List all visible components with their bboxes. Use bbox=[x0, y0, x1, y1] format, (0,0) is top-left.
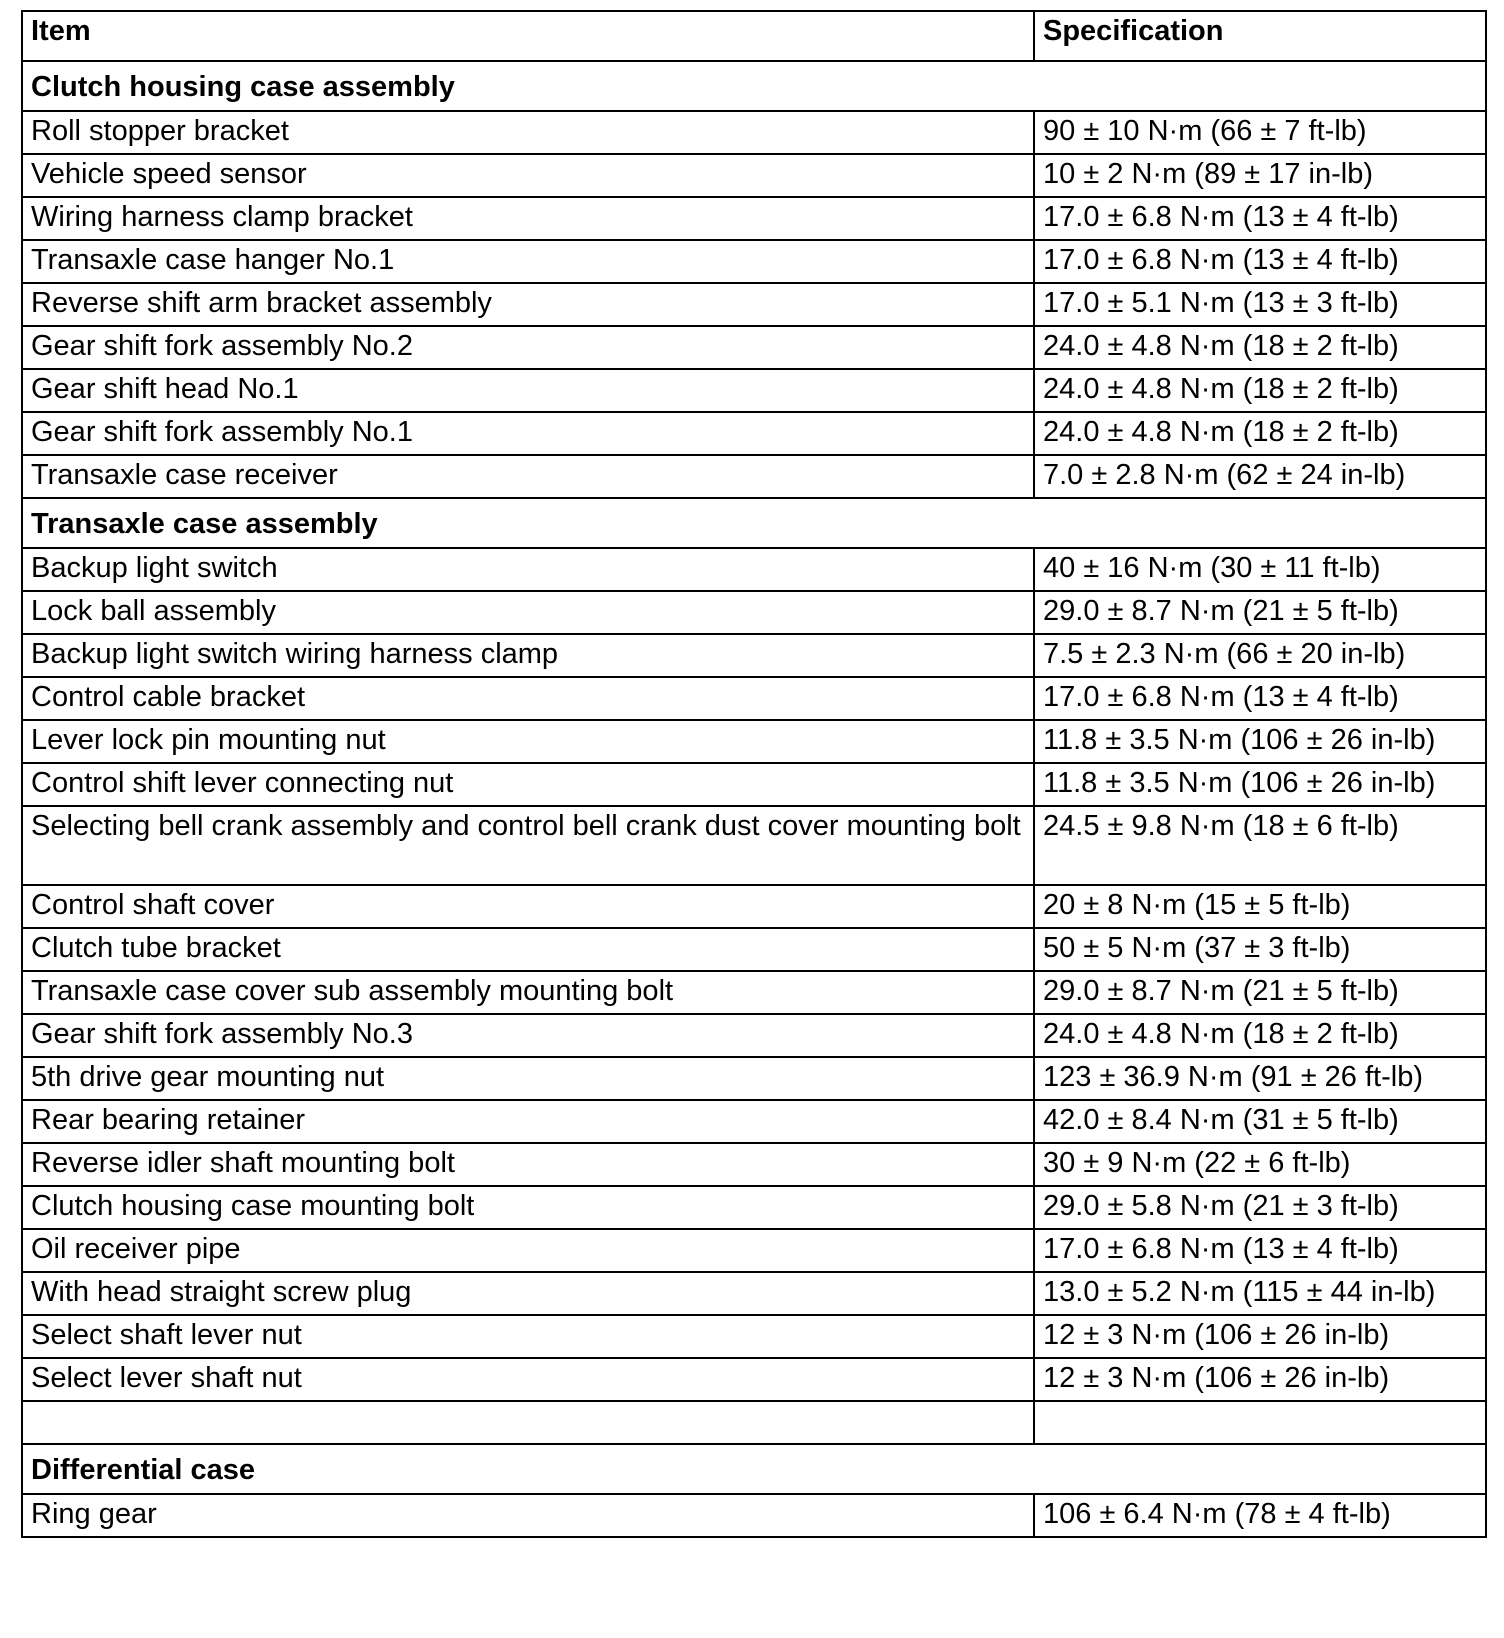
spec-cell: 10 ± 2 N·m (89 ± 17 in-lb) bbox=[1034, 154, 1486, 197]
spec-cell: 123 ± 36.9 N·m (91 ± 26 ft-lb) bbox=[1034, 1057, 1486, 1100]
spec-cell: 24.0 ± 4.8 N·m (18 ± 2 ft-lb) bbox=[1034, 412, 1486, 455]
spec-cell: 30 ± 9 N·m (22 ± 6 ft-lb) bbox=[1034, 1143, 1486, 1186]
spec-cell: 17.0 ± 5.1 N·m (13 ± 3 ft-lb) bbox=[1034, 283, 1486, 326]
table-row bbox=[22, 1315, 1486, 1358]
item-cell: Transaxle case cover sub assembly mounting bolt bbox=[22, 971, 1034, 1014]
item-cell: Selecting bell crank assembly and control bell crank dust cover mounting bolt bbox=[22, 806, 1034, 885]
spec-cell: 17.0 ± 6.8 N·m (13 ± 4 ft-lb) bbox=[1034, 1229, 1486, 1272]
table-row bbox=[22, 197, 1486, 240]
section-row bbox=[22, 61, 1486, 111]
table-row bbox=[22, 971, 1486, 1014]
spec-cell: 42.0 ± 8.4 N·m (31 ± 5 ft-lb) bbox=[1034, 1100, 1486, 1143]
spec-cell: 13.0 ± 5.2 N·m (115 ± 44 in-lb) bbox=[1034, 1272, 1486, 1315]
item-cell: Control shift lever connecting nut bbox=[22, 763, 1034, 806]
table-row bbox=[22, 1358, 1486, 1401]
section-row bbox=[22, 498, 1486, 548]
item-cell: Lever lock pin mounting nut bbox=[22, 720, 1034, 763]
table-row bbox=[22, 928, 1486, 971]
spec-cell: 24.0 ± 4.8 N·m (18 ± 2 ft-lb) bbox=[1034, 326, 1486, 369]
item-cell: Wiring harness clamp bracket bbox=[22, 197, 1034, 240]
item-cell: Gear shift fork assembly No.1 bbox=[22, 412, 1034, 455]
table-row bbox=[22, 369, 1486, 412]
table-row bbox=[22, 1401, 1486, 1444]
spec-cell: 11.8 ± 3.5 N·m (106 ± 26 in-lb) bbox=[1034, 763, 1486, 806]
table-row bbox=[22, 634, 1486, 677]
item-cell: Select shaft lever nut bbox=[22, 1315, 1034, 1358]
table-row bbox=[22, 283, 1486, 326]
table-row bbox=[22, 591, 1486, 634]
spec-cell: 24.5 ± 9.8 N·m (18 ± 6 ft-lb) bbox=[1034, 806, 1486, 885]
item-cell: Rear bearing retainer bbox=[22, 1100, 1034, 1143]
item-cell: Transaxle case hanger No.1 bbox=[22, 240, 1034, 283]
spec-cell: 12 ± 3 N·m (106 ± 26 in-lb) bbox=[1034, 1358, 1486, 1401]
item-cell: Control cable bracket bbox=[22, 677, 1034, 720]
table-row bbox=[22, 677, 1486, 720]
item-cell: Gear shift fork assembly No.3 bbox=[22, 1014, 1034, 1057]
spec-cell: 106 ± 6.4 N·m (78 ± 4 ft-lb) bbox=[1034, 1494, 1486, 1537]
item-cell: 5th drive gear mounting nut bbox=[22, 1057, 1034, 1100]
table-row bbox=[22, 412, 1486, 455]
item-cell bbox=[22, 1401, 1034, 1444]
spec-cell: 29.0 ± 8.7 N·m (21 ± 5 ft-lb) bbox=[1034, 971, 1486, 1014]
item-cell: Reverse shift arm bracket assembly bbox=[22, 283, 1034, 326]
item-cell: Vehicle speed sensor bbox=[22, 154, 1034, 197]
table-row bbox=[22, 1143, 1486, 1186]
item-cell: Lock ball assembly bbox=[22, 591, 1034, 634]
table-row bbox=[22, 1186, 1486, 1229]
item-cell: Backup light switch bbox=[22, 548, 1034, 591]
spec-cell: 24.0 ± 4.8 N·m (18 ± 2 ft-lb) bbox=[1034, 369, 1486, 412]
item-cell: Roll stopper bracket bbox=[22, 111, 1034, 154]
table-row bbox=[22, 1057, 1486, 1100]
table-row bbox=[22, 885, 1486, 928]
table-row bbox=[22, 111, 1486, 154]
spec-cell: 50 ± 5 N·m (37 ± 3 ft-lb) bbox=[1034, 928, 1486, 971]
item-cell: With head straight screw plug bbox=[22, 1272, 1034, 1315]
spec-cell: 17.0 ± 6.8 N·m (13 ± 4 ft-lb) bbox=[1034, 197, 1486, 240]
section-title: Transaxle case assembly bbox=[22, 498, 1486, 548]
spec-cell: 40 ± 16 N·m (30 ± 11 ft-lb) bbox=[1034, 548, 1486, 591]
item-cell: Reverse idler shaft mounting bolt bbox=[22, 1143, 1034, 1186]
table-row bbox=[22, 1014, 1486, 1057]
item-column-header: Item bbox=[22, 11, 1034, 61]
spec-cell: 24.0 ± 4.8 N·m (18 ± 2 ft-lb) bbox=[1034, 1014, 1486, 1057]
table-row bbox=[22, 154, 1486, 197]
section-row bbox=[22, 1444, 1486, 1494]
table-row bbox=[22, 720, 1486, 763]
table-row bbox=[22, 240, 1486, 283]
specification-column-header: Specification bbox=[1034, 11, 1486, 61]
table-row bbox=[22, 548, 1486, 591]
section-title: Clutch housing case assembly bbox=[22, 61, 1486, 111]
spec-cell: 17.0 ± 6.8 N·m (13 ± 4 ft-lb) bbox=[1034, 240, 1486, 283]
table-row bbox=[22, 1494, 1486, 1537]
item-cell: Control shaft cover bbox=[22, 885, 1034, 928]
spec-cell: 90 ± 10 N·m (66 ± 7 ft-lb) bbox=[1034, 111, 1486, 154]
item-cell: Transaxle case receiver bbox=[22, 455, 1034, 498]
spec-cell: 17.0 ± 6.8 N·m (13 ± 4 ft-lb) bbox=[1034, 677, 1486, 720]
item-cell: Clutch tube bracket bbox=[22, 928, 1034, 971]
spec-cell: 29.0 ± 8.7 N·m (21 ± 5 ft-lb) bbox=[1034, 591, 1486, 634]
header-row bbox=[22, 11, 1486, 61]
table-row bbox=[22, 1229, 1486, 1272]
spec-cell: 11.8 ± 3.5 N·m (106 ± 26 in-lb) bbox=[1034, 720, 1486, 763]
table-row bbox=[22, 763, 1486, 806]
spec-cell: 7.5 ± 2.3 N·m (66 ± 20 in-lb) bbox=[1034, 634, 1486, 677]
spec-cell: 29.0 ± 5.8 N·m (21 ± 3 ft-lb) bbox=[1034, 1186, 1486, 1229]
item-cell: Select lever shaft nut bbox=[22, 1358, 1034, 1401]
spec-cell: 7.0 ± 2.8 N·m (62 ± 24 in-lb) bbox=[1034, 455, 1486, 498]
table-row bbox=[22, 455, 1486, 498]
item-cell: Gear shift head No.1 bbox=[22, 369, 1034, 412]
item-cell: Backup light switch wiring harness clamp bbox=[22, 634, 1034, 677]
table-row bbox=[22, 1272, 1486, 1315]
item-cell: Gear shift fork assembly No.2 bbox=[22, 326, 1034, 369]
spec-cell bbox=[1034, 1401, 1486, 1444]
section-title: Differential case bbox=[22, 1444, 1486, 1494]
item-cell: Oil receiver pipe bbox=[22, 1229, 1034, 1272]
item-cell: Clutch housing case mounting bolt bbox=[22, 1186, 1034, 1229]
torque-spec-table bbox=[21, 10, 1487, 1538]
table-row bbox=[22, 1100, 1486, 1143]
table-row bbox=[22, 806, 1486, 885]
spec-cell: 12 ± 3 N·m (106 ± 26 in-lb) bbox=[1034, 1315, 1486, 1358]
spec-cell: 20 ± 8 N·m (15 ± 5 ft-lb) bbox=[1034, 885, 1486, 928]
item-cell: Ring gear bbox=[22, 1494, 1034, 1537]
table-row bbox=[22, 326, 1486, 369]
